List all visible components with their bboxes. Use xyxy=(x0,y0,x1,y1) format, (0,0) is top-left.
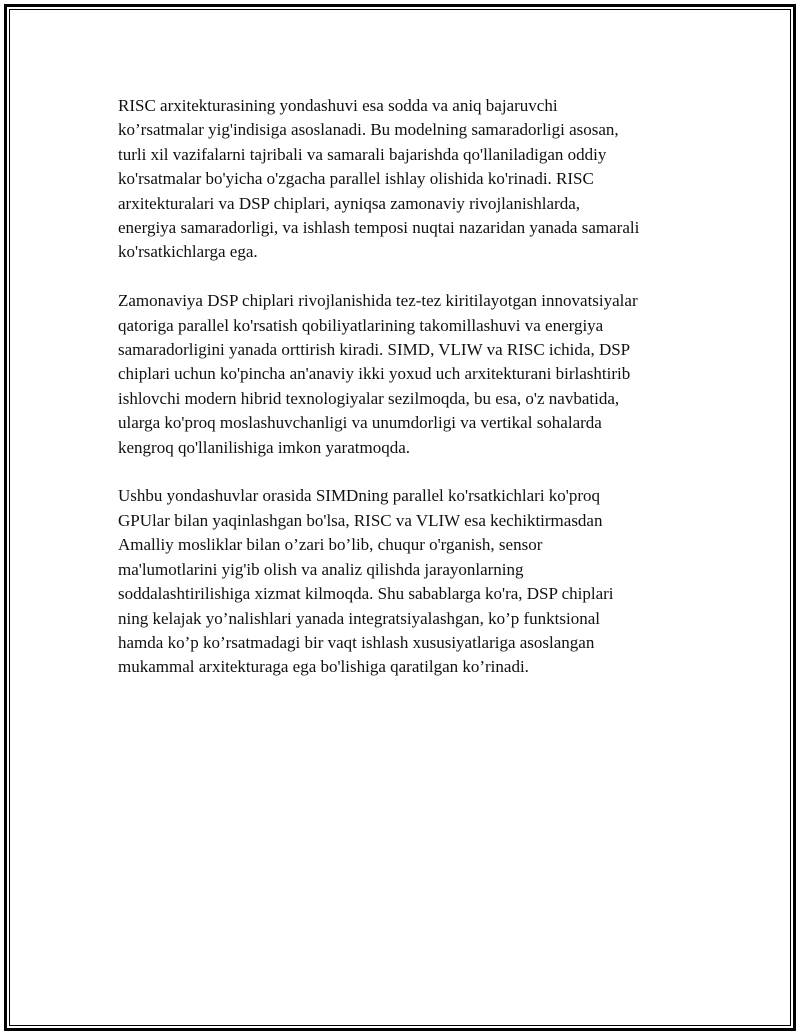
paragraph-future-directions: Ushbu yondashuvlar orasida SIMDning parallel ko'rsatkichlari ko'proq GPUlar bilan yaqinlashgan bo'lsa, RISC va VLIW esa kechiktirmasdan Amalliy mosliklar bilan o’zari bo’lib, chuqur o'rganish, sensor ma'lumotlarini yig'ib olish va analiz qilishda jarayonlarning soddalashtirilishiga xizmat kilmoqda. Shu sabablarga ko'ra, DSP chiplari ning kelajak yo’nalishlari yanada integratsiyalashgan, ko’p funktsional hamda ko’p ko’rsatmadagi bir vaqt ishlash xususiyatlariga asoslangan mukammal arxitekturaga ega bo'lishiga qaratilgan ko’rinadi. xyxy=(118,486,614,677)
paragraph-modern-dsp: Zamonaviya DSP chiplari rivojlanishida tez-tez kiritilayotgan innovatsiyalar qatoriga parallel ko'rsatish qobiliyatlarining takomillashuvi va energiya samaradorligini yanada orttirish kiradi. SIMD, VLIW va RISC ichida, DSP chiplari uchun ko'pincha an'anaviy ikki yoxud uch arxitekturani birlashtirib ishlovchi modern hibrid texnologiyalar sezilmoqda, bu esa, o'z navbatida, ularga ko'proq moslashuvchanligi va unumdorligi va vertikal sohalarda kengroq qo'llanilishiga imkon yaratmoqda. xyxy=(118,291,638,457)
paragraph-risc-approach: RISC arxitekturasining yondashuvi esa sodda va aniq bajaruvchi ko’rsatmalar yig'indisiga asoslanadi. Bu modelning samaradorligi asosan, turli xil vazifalarni tajribali va samarali bajarishda qo'llaniladigan oddiy ko'rsatmalar bo'yicha o'zgacha parallel ishlay olishida ko'rinadi. RISC arxitekturalari va DSP chiplari, ayniqsa zamonaviy rivojlanishlarda, energiya samaradorligi, va ishlash temposi nuqtai nazaridan yanada samarali ko'rsatkichlarga ega. xyxy=(118,96,640,262)
document-body xyxy=(118,94,684,704)
